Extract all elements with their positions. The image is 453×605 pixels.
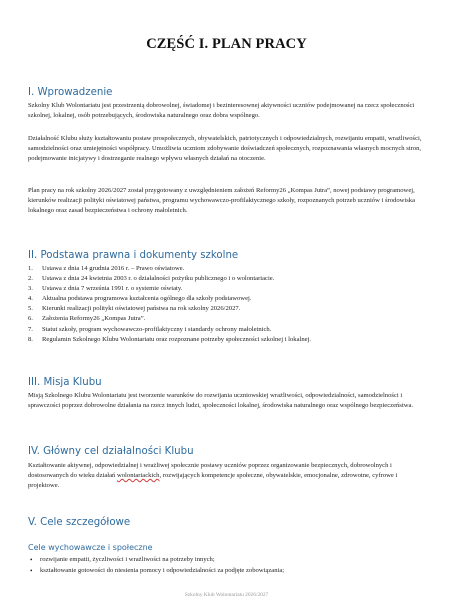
intro-paragraph-3: Plan pracy na rok szkolny 2026/2027 został przygotowany z uwzględnieniem założeń Reformy26 „Kompas Jutra”, nowej podstawy programowej, kierunków realizacji polityki oświatowej państwa, programu wychowawczo-profilaktycznego szkoły, rozpoznanych potrzeb uczniów i środowiska lokalnego oraz zasad bezpieczeństwa i ochrony małoletnich. bbox=[28, 187, 416, 215]
list-item bbox=[28, 294, 426, 304]
list-item-number: 8. bbox=[28, 335, 33, 343]
section-heading-cel: IV. Główny cel działalności Klubu bbox=[28, 446, 194, 457]
list-item-number: 5. bbox=[28, 305, 33, 313]
list-item bbox=[28, 284, 426, 294]
list-item bbox=[28, 335, 426, 345]
list-item-text: Założenia Reformy26 „Kompas Jutra”. bbox=[42, 315, 146, 323]
list-item-text: Aktualna podstawa programowa kształcenia ogólnego dla szkoły podstawowej. bbox=[42, 295, 252, 303]
list-item-number: 6. bbox=[28, 315, 33, 323]
bullet-icon: • bbox=[30, 566, 33, 575]
section-heading-misja: III. Misja Klubu bbox=[28, 377, 102, 388]
intro-paragraph-2: Działalność Klubu służy kształtowaniu postaw prospołecznych, obywatelskich, patriotycznych i odpowiedzialnych, rozwijaniu empatii, wrażliwości, samodzielności oraz umiejętności współpracy. Umożliwia uczniom zdobywanie doświadczeń społecznych, rozpoznawania własnych mocnych stron, podejmowanie inicjatywy i dostrzeganie realnego wpływu własnych działań na otoczenie. bbox=[28, 135, 422, 163]
section-heading-wprowadzenie: I. Wprowadzenie bbox=[28, 87, 113, 98]
main-goal-text-end: , rozwijających kompetencje społeczne, obywatelskie, emocjonalne, zdrowotne, cyfrowe i projektowe. bbox=[28, 472, 398, 490]
list-item-number: 2. bbox=[28, 275, 33, 283]
list-item-number: 7. bbox=[28, 325, 33, 333]
goals-bullet-list bbox=[28, 555, 426, 576]
list-item bbox=[28, 314, 426, 324]
bullet-icon: • bbox=[30, 556, 33, 564]
list-item bbox=[28, 325, 426, 335]
list-item-text: Kierunki realizacji polityki oświatowej państwa na rok szkolny 2026/2027. bbox=[42, 305, 241, 313]
list-item-text: rozwijanie empatii, życzliwości i wrażliwości na potrzeby innych; bbox=[40, 556, 215, 563]
list-item-text: Regulamin Szkolnego Klubu Wolontariatu oraz rozpoznane potrzeby społeczności szkolnej i lokalnej. bbox=[42, 335, 312, 343]
list-item bbox=[28, 304, 426, 314]
section-heading-podstawa: II. Podstawa prawna i dokumenty szkolne bbox=[28, 250, 239, 261]
main-goal-text-start: Kształtowanie aktywnej, odpowiedzialnej i wrażliwej społecznie postawy uczniów poprzez organizowanie bezpiecznych, dobrowolnych i dostosowanych do wieku działań bbox=[28, 462, 392, 480]
list-item bbox=[28, 274, 426, 284]
list-item bbox=[28, 566, 426, 577]
list-item-text: Ustawa z dnia 7 września 1991 r. o systemie oświaty. bbox=[42, 285, 183, 293]
subheading-cele-wychowawcze: Cele wychowawcze i społeczne bbox=[28, 543, 153, 552]
intro-paragraph-1: Szkolny Klub Wolontariatu jest przestrzenią dobrowolnej, świadomej i bezinteresownej aktywności uczniów podejmowanej na rzecz społeczności szkolnej, lokalnej, osób potrzebujących, środowiska naturalnego oraz dobra wspólnego. bbox=[28, 102, 415, 120]
page-footer: Szkolny Klub Wolontariatu 2026/2027 bbox=[184, 592, 269, 598]
list-item-text: Ustawa z dnia 14 grudnia 2016 r. – Prawo oświatowe. bbox=[42, 265, 185, 272]
main-goal-paragraph bbox=[28, 461, 426, 491]
list-item-text: Statut szkoły, program wychowawczo-profilaktyczny i standardy ochrony małoletnich. bbox=[42, 325, 272, 333]
list-item bbox=[28, 264, 426, 274]
list-item bbox=[28, 555, 426, 566]
list-item-number: 1. bbox=[28, 265, 33, 272]
section-heading-cele: V. Cele szczegółowe bbox=[28, 517, 131, 528]
mission-paragraph: Misją Szkolnego Klubu Wolontariatu jest tworzenie warunków do rozwijania uczniowskiej wrażliwości, odpowiedzialności, samodzielności i sprawczości poprzez dobrowolne działania na rzecz innych ludzi, społeczności lokalnej, środowiska naturalnego oraz wspólnego bezpieczeństwa. bbox=[28, 392, 414, 410]
list-item-number: 3. bbox=[28, 285, 33, 293]
page-title: CZĘŚĆ I. PLAN PRACY bbox=[146, 36, 307, 52]
legal-basis-list bbox=[28, 264, 426, 345]
spellcheck-marked-word: wolontariackich bbox=[117, 472, 160, 480]
list-item-text: Ustawa z dnia 24 kwietnia 2003 r. o działalności pożytku publicznego i o wolontariacie. bbox=[42, 275, 275, 283]
list-item-text: kształtowanie gotowości do niesienia pomocy i odpowiedzialności za podjęte zobowiązania; bbox=[40, 566, 285, 574]
list-item-number: 4. bbox=[28, 295, 33, 303]
